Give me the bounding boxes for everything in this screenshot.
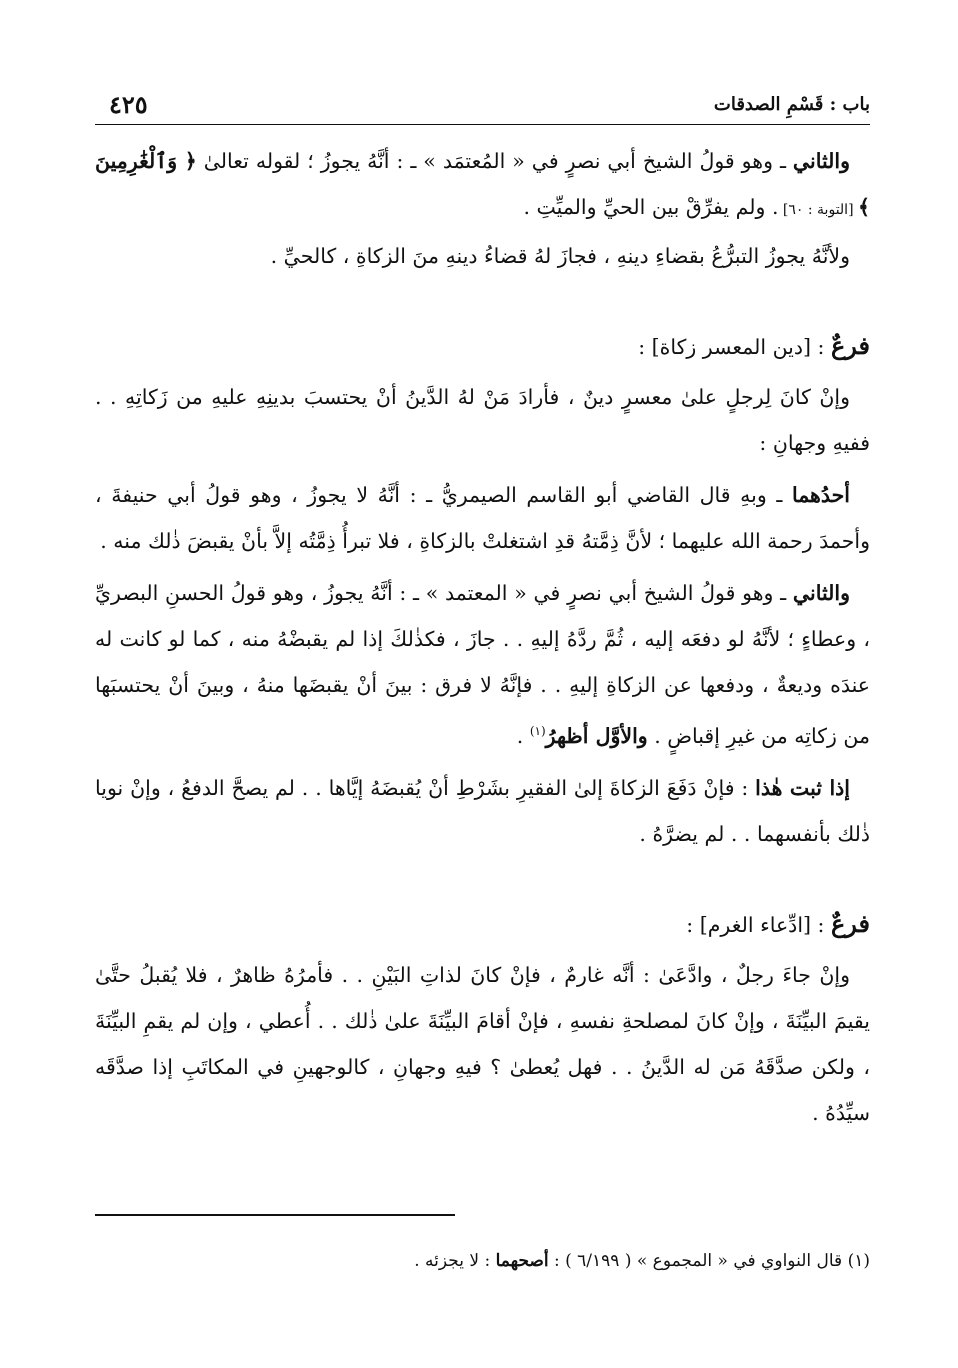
paragraph-debtor-claim: وإنْ جاءَ رجلٌ ، وادَّعَىٰ : أنَّه غارمٌ ، فإنْ كانَ لذاتِ البَيْنِ . . فأمرُهُ ظاهرٌ ، فلا يُقبلُ حتَّىٰ يقيمَ البيِّنَةَ ، وإنْ كانَ لمصلحةِ نفسهِ ، فإنْ أقامَ البيِّنَةَ علىٰ ذٰلك . . أُعطي ، وإن لم يقمِ البيِّنَةَ ، ولكن صدَّقَهُ مَن له الدَّينُ . . فهل يُعطىٰ ؟ فيهِ وجهانِ ، كالوجهينِ في المكاتَبِ إذا صدَّقَه سيِّدُهُ .	[95, 962, 870, 1125]
paragraph-text: : فإنْ دَفَعَ الزكاةَ إلىٰ الفقيرِ بشَرْطِ أنْ يُقبضَهُ إيَّاها . . لم يصحَّ الدفعُ ، وإنْ نويا ذٰلك بأنفسهما . . لم يضرَّهُ .	[95, 775, 870, 846]
footnote-marker[interactable]: (١)	[529, 724, 546, 738]
paragraph-lead: والثاني	[792, 149, 850, 173]
heading-label: فرعٌ	[830, 908, 870, 938]
footnote	[95, 1246, 870, 1276]
paragraph-reason: ولأنَّهُ يجوزُ التبرُّعُ بقضاءِ دينهِ ، فجازَ لهُ قضاءُ دينهِ منَ الزكاةِ ، كالحيِّ .	[270, 244, 850, 268]
paragraph-debt-case: وإنْ كانَ لِرجلٍ علىٰ معسرٍ دينٌ ، فأرادَ مَنْ لهُ الدَّينُ أنْ يحتسبَ بدينِهِ عليهِ من زَكاتِهِ . . ففيهِ وجهانِ :	[95, 385, 870, 455]
footnote-bold: أصحهما	[495, 1251, 549, 1271]
section-heading-debt-of-insolvent	[95, 323, 870, 370]
footnote-number: (١)	[847, 1251, 870, 1271]
paragraph-lead: أحدُهما	[791, 483, 850, 507]
page-number: ٤٢٥	[109, 90, 148, 119]
paragraph-text: .	[516, 723, 530, 748]
page-header	[95, 88, 870, 125]
footnote-text: قال النواوي في « المجموع » ( ٦/١٩٩ ) :	[548, 1251, 848, 1271]
paragraph-if-established	[95, 765, 870, 857]
paragraph-first-view	[95, 472, 870, 564]
page-body	[95, 138, 870, 1136]
book-page	[95, 0, 870, 1368]
preferred-view: والأوَّل أظهرُ	[545, 723, 648, 748]
paragraph-lead: إذا ثبت هٰذا	[755, 775, 850, 800]
footnote-divider	[95, 1214, 455, 1216]
heading-title: : [دين المعسر زكاة] :	[638, 335, 831, 359]
paragraph-text: ـ وهو قولُ الشيخ أبي نصرٍ في « المعتمد » ـ : أنَّهُ يجوزُ ، وهو قولُ الحسنِ البصريِّ ، وعطاءٍ ؛ لأنَّهُ لو دفعَه إليه ، ثُمَّ ردَّهُ إليهِ . . جازَ ، فكذٰلكَ إذا لم يقبضْهُ منه ، كما لو كانت له عندَه وديعةٌ ، ودفعها عن الزكاةِ إليهِ . . فإنَّهُ لا فرق : بينَ أنْ يقبضَها منهُ ، وبينَ أنْ يحتسبَها من زكاتِه من غيرِ إقباضٍ .	[95, 581, 870, 748]
footnote-text: : لا يجزئه .	[414, 1251, 496, 1271]
paragraph-lead: والثاني	[792, 581, 850, 605]
section-heading-claim-of-debt	[95, 901, 870, 948]
paragraph-text: . ولم يفرِّقْ بين الحيِّ والميِّتِ .	[523, 195, 779, 219]
quran-reference: [التوبة : ٦٠]	[778, 202, 858, 218]
paragraph-second-view	[95, 138, 870, 233]
heading-title: : [ادِّعاء الغرم] :	[686, 912, 831, 937]
chapter-title: باب : قَسْمِ الصدقات	[713, 94, 870, 115]
paragraph-text: ـ وبهِ قال القاضي أبو القاسم الصيمريُّ ـ : أنَّهُ لا يجوزُ ، وهو قولُ أبي حنيفةَ ، وأحمدَ رحمة الله عليهما ؛ لأنَّ ذِمَّتهُ قدِ اشتغلتْ بالزكاةِ ، فلا تبرأُ ذِمَّتُه إلاَّ بأنْ يقبضَ ذٰلك منه .	[95, 483, 870, 553]
quran-quote: ﴿ وَٱلْغَٰرِمِينَ ﴾	[95, 149, 870, 219]
paragraph-second-view-debt	[95, 570, 870, 759]
paragraph-text: ـ وهو قولُ الشيخ أبي نصرٍ في « المُعتمَد » ـ : أنَّهُ يجوزُ ؛ لقوله تعالىٰ	[196, 149, 793, 173]
heading-label: فرعٌ	[830, 331, 870, 360]
